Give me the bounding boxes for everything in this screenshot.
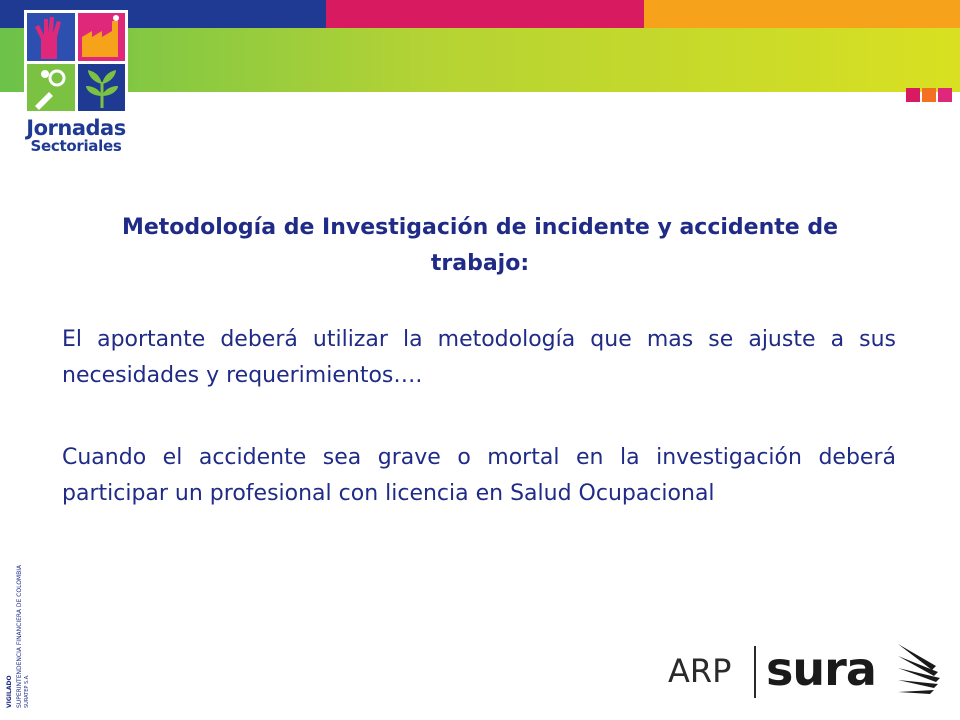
header-band-pink bbox=[326, 0, 644, 28]
logo-emblem bbox=[24, 10, 128, 114]
plant-icon bbox=[78, 64, 126, 112]
jornadas-logo bbox=[24, 10, 128, 154]
slide-title: Metodología de Investigación de incidente y accidente de trabajo: bbox=[121, 215, 839, 276]
paragraph-methodology: El aportante deberá utilizar la metodología que mas se ajuste a sus necesidades y requerimientos…. bbox=[62, 327, 896, 388]
square-magenta bbox=[938, 88, 952, 102]
square-orange bbox=[922, 88, 936, 102]
vigilado-side-label bbox=[2, 560, 32, 710]
header-color-bands bbox=[0, 0, 960, 92]
square-pink bbox=[906, 88, 920, 102]
sura-text: sura bbox=[766, 642, 876, 696]
arp-text: ARP bbox=[668, 652, 732, 690]
superintendencia-text: SUPERINTENDENCIA FINANCIERA DE COLOMBIA bbox=[16, 564, 23, 708]
hand-icon bbox=[27, 13, 75, 61]
sura-wing-icon bbox=[896, 640, 942, 704]
logo-divider bbox=[754, 646, 756, 698]
logo-line2: Sectoriales bbox=[30, 137, 122, 155]
vigilado-text: VIGILADO bbox=[6, 675, 13, 708]
suratep-text: SURATEP S.A. bbox=[24, 674, 30, 708]
paragraph-serious-accident: Cuando el accidente sea grave o mortal en la investigación deberá participar un profesional con licencia en Salud Ocupacional bbox=[62, 445, 896, 506]
logo-wordmark bbox=[24, 118, 128, 154]
arp-sura-logo bbox=[668, 640, 948, 704]
decorative-squares bbox=[906, 88, 952, 102]
wrench-icon bbox=[27, 64, 75, 112]
logo-line1: Jornadas bbox=[26, 116, 126, 140]
factory-icon bbox=[78, 13, 126, 61]
header-band-orange bbox=[644, 0, 960, 28]
header-band-green bbox=[0, 28, 960, 92]
